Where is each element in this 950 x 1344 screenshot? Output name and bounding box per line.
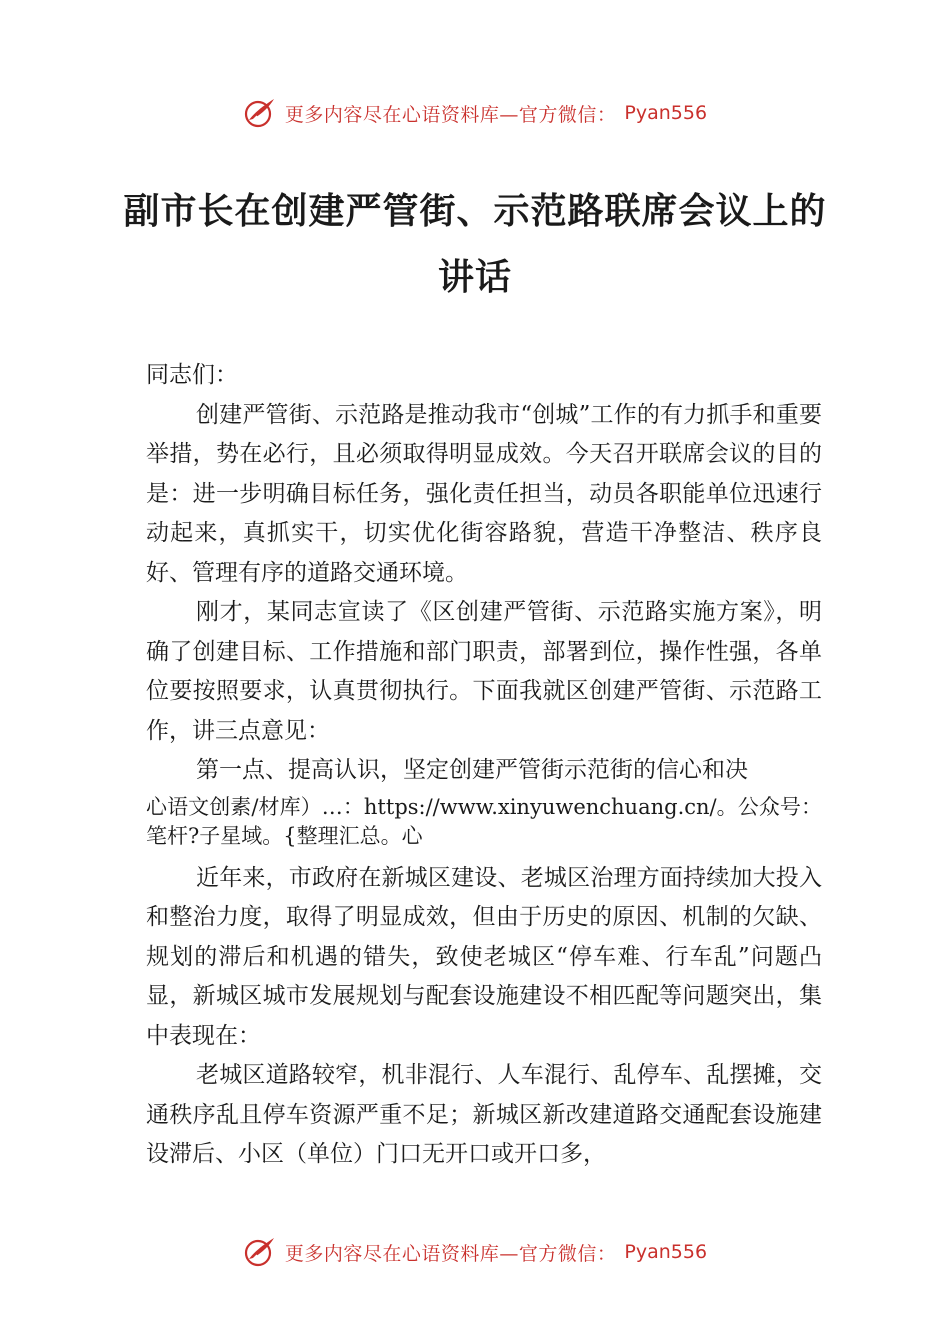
quill-pen-logo-icon [243, 96, 277, 130]
footer-banner [0, 1232, 950, 1272]
banner-wechat-id: Pyan556 [624, 102, 708, 124]
paragraph: 近年来，市政府在新城区建设、老城区治理方面持续加大投入和整治力度，取得了明显成效，但由于历史的原因、机制的欠缺、规划的滞后和机遇的错失，致使老城区“停车难、行车乱”问题凸显，新城区城市发展规划与配套设施建设不相匹配等问题突出，集中表现在： [146, 864, 822, 1049]
paragraph: 创建严管街、示范路是推动我市“创城”工作的有力抓手和重要举措，势在必行，且必须取得明显成效。今天召开联席会议的目的是：进一步明确目标任务，强化责任担当，动员各职能单位迅速行动起来，真抓实干，切实优化街容路貌，营造干净整洁、秩序良好、管理有序的道路交通环境。 [146, 401, 822, 586]
banner-text: 更多内容尽在心语资料库—官方微信： [284, 1242, 617, 1265]
banner-wechat-id: Pyan556 [624, 1241, 708, 1263]
quill-pen-logo-icon [243, 1235, 277, 1269]
banner-text: 更多内容尽在心语资料库—官方微信： [284, 103, 617, 126]
watermark-line: 心语文创素/材库）…：https://www.xinyuwenchuang.cn/。公众号：笔杆?子星域。{整理汇总。心 [146, 794, 822, 848]
salutation: 同志们： [146, 362, 238, 388]
document-body [146, 356, 822, 1175]
header-banner [0, 93, 950, 133]
section-heading: 第一点、提高认识，坚定创建严管街示范街的信心和决 [196, 757, 748, 783]
paragraph: 老城区道路较窄，机非混行、人车混行、乱停车、乱摆摊，交通秩序乱且停车资源严重不足；新城区新改建道路交通配套设施建设滞后、小区（单位）门口无开口或开口多， [146, 1062, 822, 1167]
document-title: 副市长在创建严管街、示范路联席会议上的讲话 [123, 190, 827, 298]
paragraph: 刚才，某同志宣读了《区创建严管街、示范路实施方案》，明确了创建目标、工作措施和部门职责，部署到位，操作性强，各单位要按照要求，认真贯彻执行。下面我就区创建严管街、示范路工作，讲三点意见： [146, 599, 822, 744]
